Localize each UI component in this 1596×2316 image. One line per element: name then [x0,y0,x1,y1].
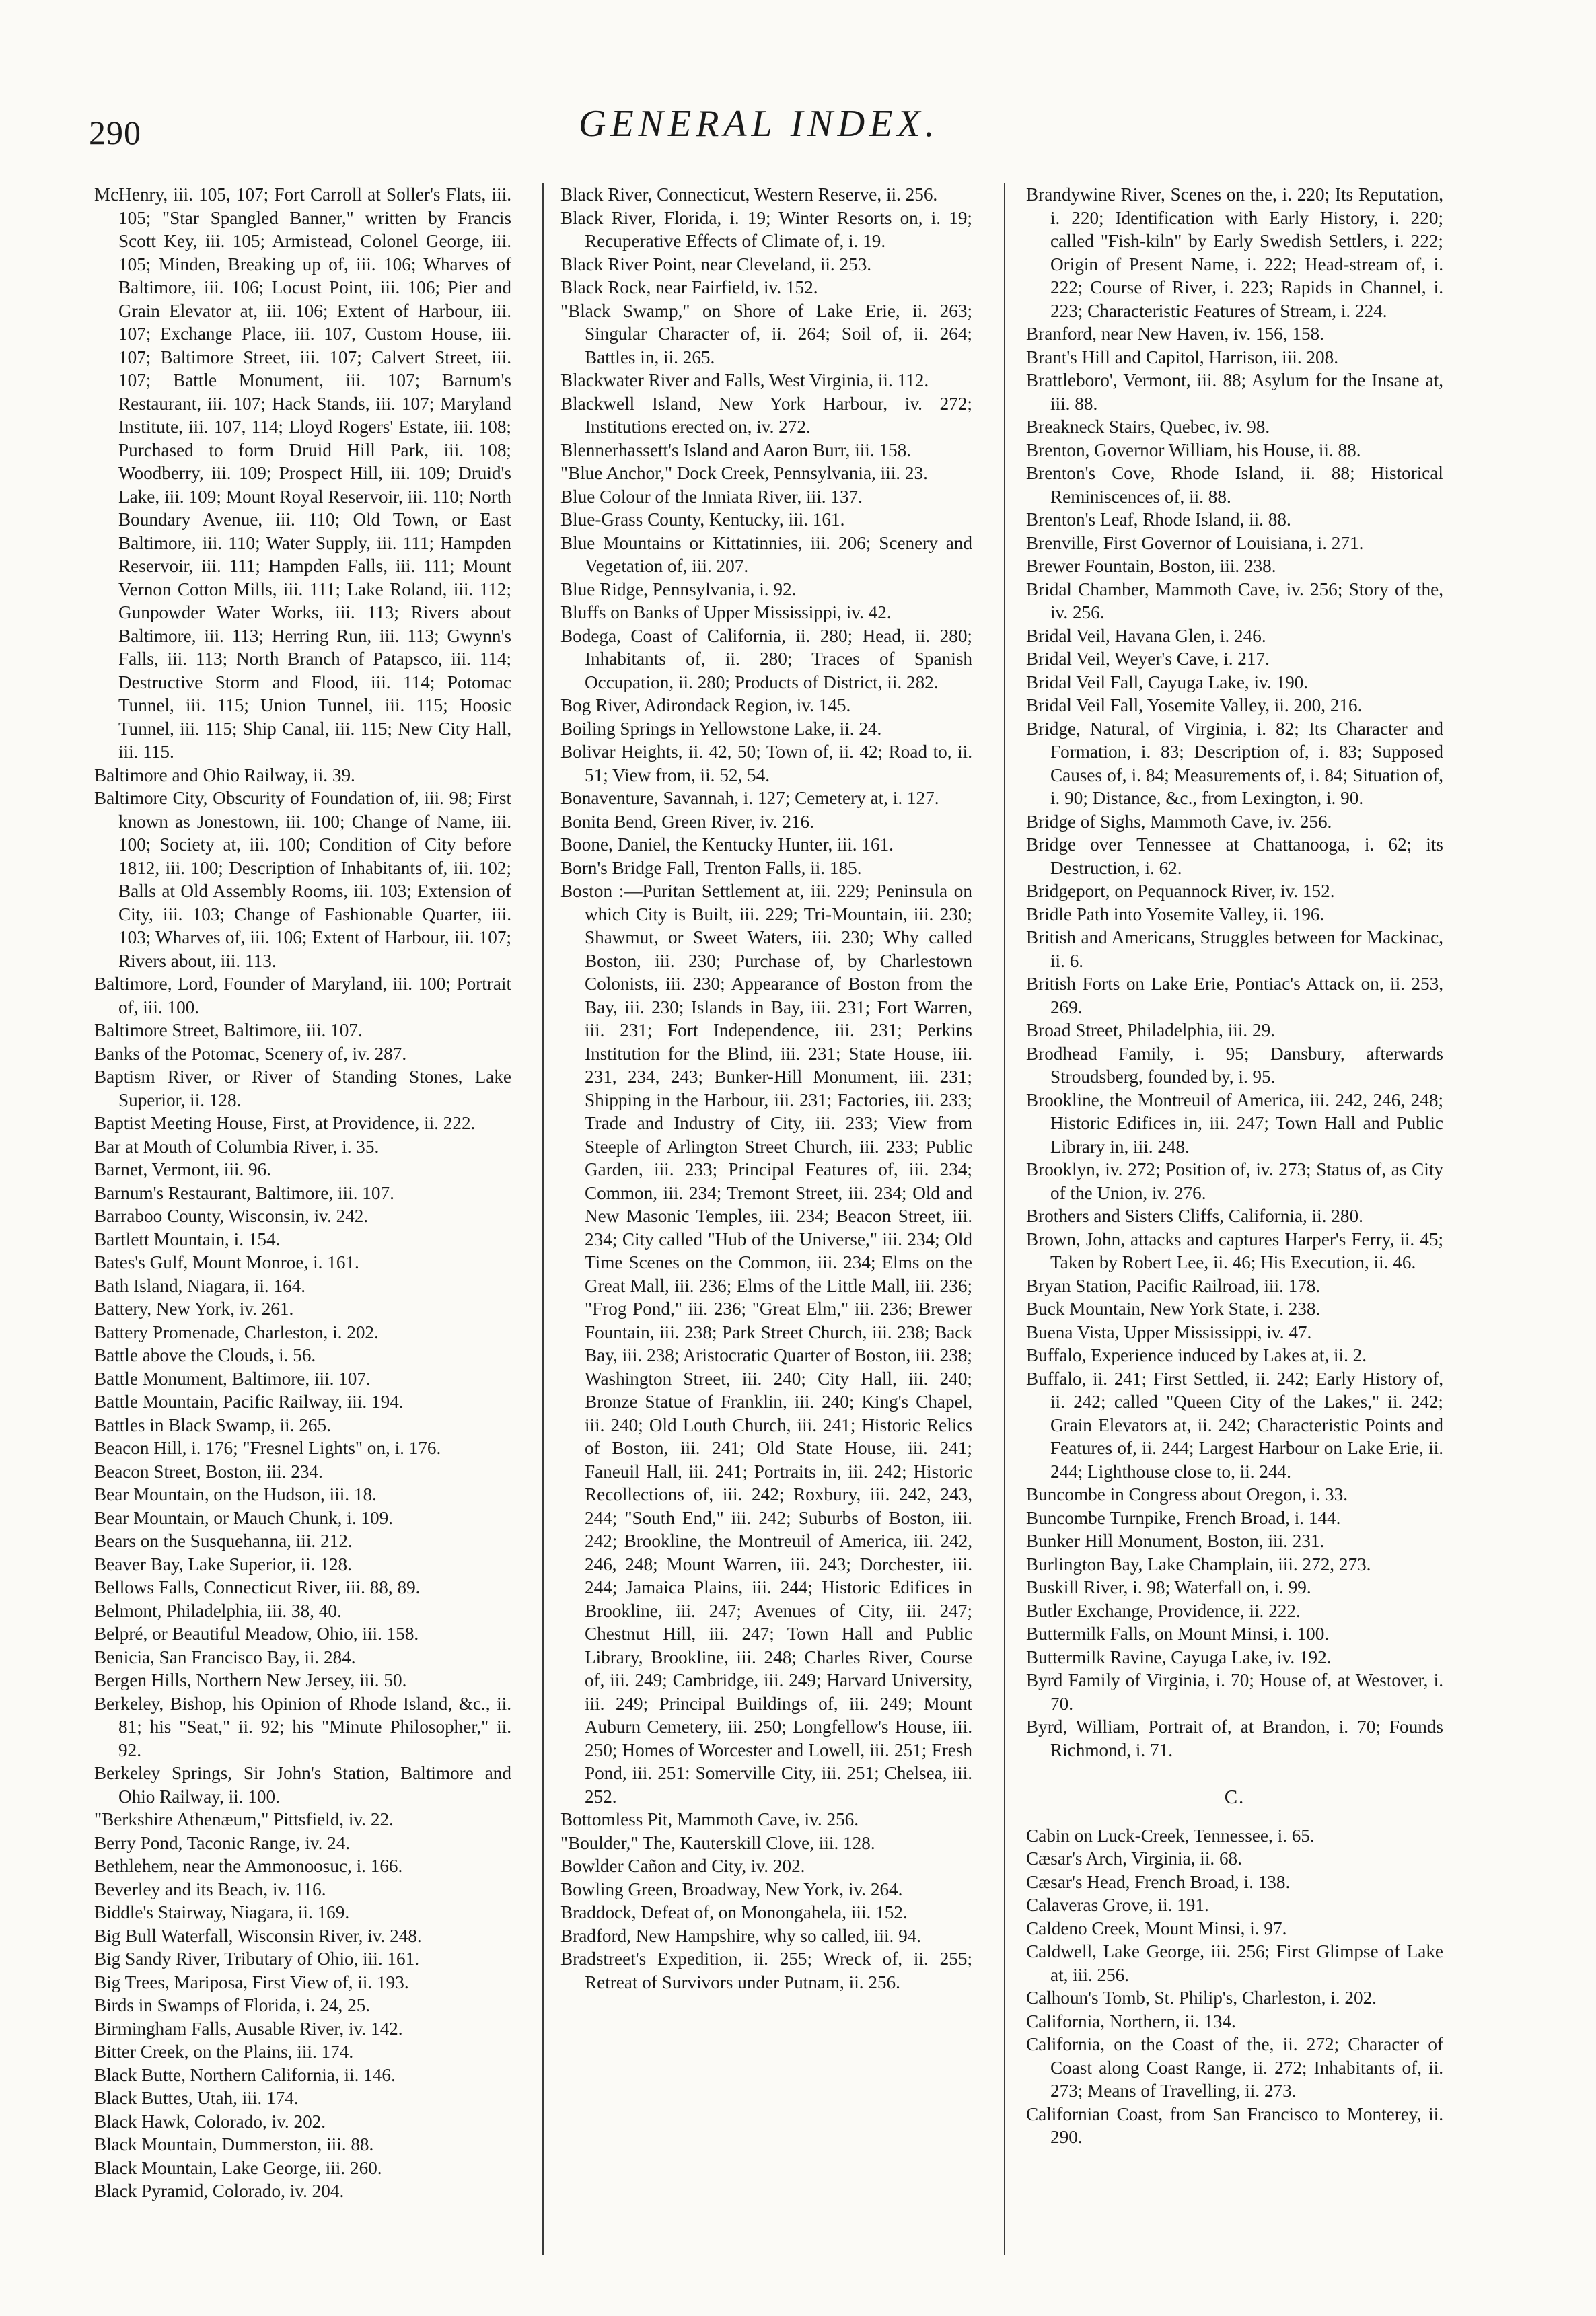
index-entry: Blackwell Island, New York Harbour, iv. 272; Institutions erected on, iv. 272. [560,393,972,437]
index-entry: Brothers and Sisters Cliffs, California, ii. 280. [1026,1206,1363,1226]
index-entry: Bridle Path into Yosemite Valley, ii. 196. [1026,904,1325,925]
index-entry: Black Pyramid, Colorado, iv. 204. [94,2181,344,2201]
index-entry: Beacon Hill, i. 176; "Fresnel Lights" on, i. 176. [94,1438,441,1458]
index-entry: Big Bull Waterfall, Wisconsin River, iv. 248. [94,1925,422,1946]
index-entry: Black River Point, near Cleveland, ii. 253. [560,254,872,275]
index-entry: Black River, Florida, i. 19; Winter Resorts on, i. 19; Recuperative Effects of Climate of, i. 19. [560,207,972,251]
index-entry: Brenton's Cove, Rhode Island, ii. 88; Historical Reminiscences of, ii. 88. [1026,463,1443,507]
index-entry: Brenville, First Governor of Louisiana, i. 271. [1026,532,1364,553]
index-entry: Bodega, Coast of California, ii. 280; Head, ii. 280; Inhabitants of, ii. 280; Traces of Spanish Occupation, ii. 280; Products of District, ii. 282. [560,625,972,692]
index-entry: Bridge of Sighs, Mammoth Cave, iv. 256. [1026,811,1332,832]
index-entry: Buttermilk Falls, on Mount Minsi, i. 100. [1026,1624,1330,1644]
index-entry: Bryan Station, Pacific Railroad, iii. 178. [1026,1275,1321,1296]
index-entry: Brenton, Governor William, his House, ii. 88. [1026,439,1361,460]
index-entry: Broad Street, Philadelphia, iii. 29. [1026,1020,1275,1040]
index-entry: Bridal Veil Fall, Yosemite Valley, ii. 200, 216. [1026,695,1363,715]
index-entry: Cæsar's Arch, Virginia, ii. 68. [1026,1848,1242,1869]
index-column-2 [560,183,972,1994]
index-entry: Branford, near New Haven, iv. 156, 158. [1026,324,1324,344]
index-entry: Blennerhassett's Island and Aaron Burr, iii. 158. [560,439,912,460]
index-entry: Burlington Bay, Lake Champlain, iii. 272, 273. [1026,1554,1371,1575]
index-entry: Black Hawk, Colorado, iv. 202. [94,2111,326,2132]
index-entry: Bradford, New Hampshire, why so called, iii. 94. [560,1925,922,1946]
index-entry: Brown, John, attacks and captures Harper's Ferry, ii. 45; Taken by Robert Lee, ii. 46; His Execution, ii. 46. [1026,1229,1443,1272]
index-entry: Bluffs on Banks of Upper Mississippi, iv. 42. [560,602,892,622]
index-entry: Baptist Meeting House, First, at Providence, ii. 222. [94,1113,476,1133]
index-entry: Calaveras Grove, ii. 191. [1026,1895,1209,1915]
index-entry: Baltimore and Ohio Railway, ii. 39. [94,764,355,785]
index-entry: Brodhead Family, i. 95; Dansbury, afterwards Stroudsberg, founded by, i. 95. [1026,1043,1443,1087]
index-entry: Baltimore Street, Baltimore, iii. 107. [94,1020,363,1040]
index-entry: Bitter Creek, on the Plains, iii. 174. [94,2041,354,2062]
index-entry: Braddock, Defeat of, on Monongahela, iii. 152. [560,1902,908,1922]
index-entry: Birmingham Falls, Ausable River, iv. 142. [94,2018,403,2039]
column-divider [542,183,544,2255]
index-entry: Black Rock, near Fairfield, iv. 152. [560,277,818,297]
index-entry: Buffalo, ii. 241; First Settled, ii. 242; Early History of, ii. 242; called "Queen City of the Lakes," ii. 242; Grain Elevators at, ii. 242; Characteristic Points and Features of, ii. 244; Largest Harbour on Lake Erie, ii. 244; Lighthouse close to, ii. 244. [1026,1368,1443,1482]
index-entry: Bridgeport, on Pequannock River, iv. 152. [1026,881,1335,901]
index-entry: Bridge over Tennessee at Chattanooga, i. 62; its Destruction, i. 62. [1026,834,1443,878]
index-entry: Bog River, Adirondack Region, iv. 145. [560,695,851,715]
index-entry: Buncombe Turnpike, French Broad, i. 144. [1026,1507,1341,1528]
index-entry: Bowlder Cañon and City, iv. 202. [560,1856,805,1876]
index-entry: Bear Mountain, on the Hudson, iii. 18. [94,1484,377,1505]
index-entry: Barnum's Restaurant, Baltimore, iii. 107. [94,1182,394,1203]
index-entry: Buskill River, i. 98; Waterfall on, i. 99. [1026,1577,1311,1597]
index-entry: Berkeley Springs, Sir John's Station, Baltimore and Ohio Railway, ii. 100. [94,1763,511,1807]
index-entry: Berkeley, Bishop, his Opinion of Rhode Island, &c., ii. 81; his "Seat," ii. 92; his "Minute Philosopher," ii. 92. [94,1693,511,1760]
index-entry: Bath Island, Niagara, ii. 164. [94,1275,306,1296]
index-entry: Big Trees, Mariposa, First View of, ii. 193. [94,1971,409,1992]
index-column-1 [94,183,511,2203]
index-entry: California, Northern, ii. 134. [1026,2011,1236,2031]
index-entry: Californian Coast, from San Francisco to Monterey, ii. 290. [1026,2103,1443,2147]
index-entry: Buncombe in Congress about Oregon, i. 33. [1026,1484,1348,1505]
index-entry: Black Butte, Northern California, ii. 146. [94,2064,396,2085]
index-entry: California, on the Coast of the, ii. 272; Character of Coast along Coast Range, ii. 272; Inhabitants of, ii. 273; Means of Travelling, ii. 273. [1026,2034,1443,2101]
index-entry: "Boulder," The, Kauterskill Clove, iii. 128. [560,1832,875,1853]
index-entry: Bonita Bend, Green River, iv. 216. [560,811,814,832]
page-number: 290 [89,114,141,151]
index-entry: Byrd Family of Virginia, i. 70; House of, at Westover, i. 70. [1026,1670,1443,1714]
index-entry: Buttermilk Ravine, Cayuga Lake, iv. 192. [1026,1646,1332,1667]
index-entry: Breakneck Stairs, Quebec, iv. 98. [1026,417,1270,437]
index-entry: Battle Monument, Baltimore, iii. 107. [94,1368,371,1389]
index-entry: Bunker Hill Monument, Boston, iii. 231. [1026,1531,1325,1551]
index-entry: Beaver Bay, Lake Superior, ii. 128. [94,1554,352,1575]
index-entry: Blue Mountains or Kittatinnies, iii. 206; Scenery and Vegetation of, iii. 207. [560,532,972,576]
index-entry: Bar at Mouth of Columbia River, i. 35. [94,1136,379,1157]
index-entry: British and Americans, Struggles between for Mackinac, ii. 6. [1026,927,1443,971]
index-entry: Biddle's Stairway, Niagara, ii. 169. [94,1902,350,1922]
index-entry: Battle above the Clouds, i. 56. [94,1345,316,1365]
index-entry: Buffalo, Experience induced by Lakes at, ii. 2. [1026,1345,1367,1365]
index-entry: Brookline, the Montreuil of America, iii. 242, 246, 248; Historic Edifices in, iii. 247; Town Hall and Public Library in, iii. 248. [1026,1089,1443,1157]
index-entry: Battles in Black Swamp, ii. 265. [94,1414,331,1435]
index-entry: Boston :—Puritan Settlement at, iii. 229; Peninsula on which City is Built, iii. 229; Tri-Mountain, iii. 230; Shawmut, or Sweet Waters, iii. 230; Why called Boston, iii. 230; Purchase of, by Charlestown Colonists, iii. 230; Appearance of Boston from the Bay, iii. 230; Islands in Bay, iii. 231; Fort Warren, iii. 231; Fort Independence, iii. 231; Perkins Institution for the Blind, iii. 231; State House, iii. 231, 234, 243; Bunker-Hill Monument, iii. 231; Shipping in the Harbour, iii. 231; Factories, iii. 233; Trade and Industry of City, iii. 233; View from Steeple of Arlington Street Church, iii. 233; Public Garden, iii. 233; Principal Features of, iii. 234; Common, iii. 234; Tremont Street, iii. 234; Old and New Masonic Temples, iii. 234; Beacon Street, iii. 234; City called "Hub of the Universe," iii. 234; Old Time Scenes on the Common, iii. 234; Elms on the Great Mall, iii. 236; Elms of the Little Mall, iii. 236; "Frog Pond," iii. 236; "Great Elm," iii. 236; Brewer Fountain, iii. 238; Park Street Church, iii. 238; Back Bay, iii. 238; Aristocratic Quarter of Boston, iii. 238; Washington Street, iii. 240; City Hall, iii. 240; Bronze Statue of Franklin, iii. 240; King's Chapel, iii. 240; Old Louth Church, iii. 241; Historic Relics of Boston, iii. 241; Old State House, iii. 241; Faneuil Hall, iii. 241; Portraits in, iii. 242; Historic Recollections of, iii. 242; Roxbury, iii. 242, 243, 244; "South End," iii. 242; Suburbs of Boston, iii. 242; Brookline, the Montreuil of America, iii. 242, 246, 248; Mount Warren, iii. 243; Dorchester, iii. 244; Jamaica Plains, iii. 244; Historic Edifices in Brookline, iii. 247; Avenues of City, iii. 247; Chestnut Hill, iii. 247; Town Hall and Public Library, Brookline, iii. 248; Charles River, Course of, iii. 249; Cambridge, iii. 249; Harvard University, iii. 249; Principal Buildings of, iii. 249; Mount Auburn Cemetery, iii. 250; Longfellow's House, iii. 250; Homes of Worcester and Lowell, iii. 251; Fresh Pond, iii. 251: Somerville City, iii. 251; Chelsea, iii. 252. [560,881,972,1807]
index-entry: Belpré, or Beautiful Meadow, Ohio, iii. 158. [94,1624,419,1644]
index-entry: Baltimore, Lord, Founder of Maryland, iii. 100; Portrait of, iii. 100. [94,974,511,1017]
index-entry: Bergen Hills, Northern New Jersey, iii. 50. [94,1670,407,1690]
index-entry: Black Mountain, Dummerston, iii. 88. [94,2134,374,2155]
index-entry: Buena Vista, Upper Mississippi, iv. 47. [1026,1322,1312,1342]
page-title: GENERAL INDEX. [579,103,939,145]
index-entry: Baltimore City, Obscurity of Foundation of, iii. 98; First known as Jonestown, iii. 100; Change of Name, iii. 100; Society at, iii. 100; Condition of City before 1812, iii. 100; Description of Inhabitants of, iii. 102; Balls at Old Assembly Rooms, iii. 103; Extension of City, iii. 103; Change of Fashionable Quarter, iii. 103; Wharves of, iii. 106; Extent of Harbour, iii. 107; Rivers about, iii. 113. [94,788,511,971]
index-entry: Blue Ridge, Pennsylvania, i. 92. [560,579,797,600]
index-entry: Bottomless Pit, Mammoth Cave, iv. 256. [560,1809,859,1830]
index-entry: Brewer Fountain, Boston, iii. 238. [1026,556,1276,576]
index-entry: Brattleboro', Vermont, iii. 88; Asylum for the Insane at, iii. 88. [1026,370,1443,414]
index-entry: Barraboo County, Wisconsin, iv. 242. [94,1206,369,1226]
index-entry: Benicia, San Francisco Bay, ii. 284. [94,1646,356,1667]
index-entry: Byrd, William, Portrait of, at Brandon, i. 70; Founds Richmond, i. 71. [1026,1716,1443,1760]
index-entry: Bellows Falls, Connecticut River, iii. 88, 89. [94,1577,421,1597]
index-entry: Battle Mountain, Pacific Railway, iii. 194. [94,1391,404,1412]
index-entry: Brant's Hill and Capitol, Harrison, iii. 208. [1026,347,1339,367]
index-entry: Cabin on Luck-Creek, Tennessee, i. 65. [1026,1825,1315,1846]
index-entry: Bears on the Susquehanna, iii. 212. [94,1531,353,1551]
index-entry: Berry Pond, Taconic Range, iv. 24. [94,1832,351,1853]
index-entry: Boone, Daniel, the Kentucky Hunter, iii. 161. [560,834,894,855]
index-entry: Beverley and its Beach, iv. 116. [94,1879,326,1899]
index-column-3 [1026,183,1443,2149]
index-entry: Born's Bridge Fall, Trenton Falls, ii. 185. [560,857,862,878]
index-entry: Buck Mountain, New York State, i. 238. [1026,1299,1321,1319]
index-entry: Blue Colour of the Inniata River, iii. 137. [560,486,863,507]
index-entry: Battery, New York, iv. 261. [94,1299,294,1319]
index-entry: Butler Exchange, Providence, ii. 222. [1026,1600,1301,1621]
index-entry: Bear Mountain, or Mauch Chunk, i. 109. [94,1507,394,1528]
index-entry: Bridal Chamber, Mammoth Cave, iv. 256; Story of the, iv. 256. [1026,579,1443,622]
index-entry: Beacon Street, Boston, iii. 234. [94,1461,323,1482]
index-entry: Calhoun's Tomb, St. Philip's, Charleston, i. 202. [1026,1988,1377,2008]
index-entry: "Blue Anchor," Dock Creek, Pennsylvania, iii. 23. [560,463,928,483]
index-entry: McHenry, iii. 105, 107; Fort Carroll at Soller's Flats, iii. 105; "Star Spangled Banner," written by Francis Scott Key, iii. 105; Armistead, Colonel George, iii. 105; Minden, Breaking up of, iii. 106; Wharves of Baltimore, iii. 106; Locust Point, iii. 106; Pier and Grain Elevator at, iii. 106; Extent of Harbour, iii. 107; Exchange Place, iii. 107, Custom House, iii. 107; Baltimore Street, iii. 107; Calvert Street, iii. 107; Battle Monument, iii. 107; Barnum's Restaurant, iii. 107; Hack Stands, iii. 107; Maryland Institute, iii. 107, 114; Lloyd Rogers' Estate, iii. 108; Purchased to form Druid Hill Park, iii. 108; Woodberry, iii. 109; Prospect Hill, iii. 109; Druid's Lake, iii. 109; Mount Royal Reservoir, iii. 110; North Boundary Avenue, iii. 110; Old Town, or East Baltimore, iii. 110; Water Supply, iii. 111; Hampden Reservoir, iii. 111; Hampden Falls, iii. 111; Mount Vernon Cotton Mills, iii. 111; Lake Roland, iii. 112; Gunpowder Water Works, iii. 113; Rivers about Baltimore, iii. 113; Herring Run, iii. 113; Gwynn's Falls, iii. 113; North Branch of Patapsco, iii. 114; Destructive Storm and Flood, iii. 114; Potomac Tunnel, iii. 115; Union Tunnel, iii. 115; Hoosic Tunnel, iii. 115; Ship Canal, iii. 115; New City Hall, iii. 115. [94,184,511,762]
index-entry: Bates's Gulf, Mount Monroe, i. 161. [94,1252,359,1272]
index-entry: Bethlehem, near the Ammonoosuc, i. 166. [94,1856,403,1876]
section-letter: C. [1224,1786,1245,1808]
index-entry: Baptism River, or River of Standing Stones, Lake Superior, ii. 128. [94,1066,511,1110]
index-entry: Caldeno Creek, Mount Minsi, i. 97. [1026,1918,1287,1939]
index-entry: Black Mountain, Lake George, iii. 260. [94,2157,382,2178]
index-entry: Blue-Grass County, Kentucky, iii. 161. [560,509,845,530]
index-entry: Birds in Swamps of Florida, i. 24, 25. [94,1995,371,2015]
index-entry: Brenton's Leaf, Rhode Island, ii. 88. [1026,509,1291,530]
index-entry: Cæsar's Head, French Broad, i. 138. [1026,1871,1291,1892]
index-entry: Black Buttes, Utah, iii. 174. [94,2088,299,2108]
index-entry: Bridge, Natural, of Virginia, i. 82; Its Character and Formation, i. 83; Description of, i. 83; Supposed Causes of, i. 84; Measurements of, i. 84; Situation of, i. 90; Distance, &c., from Lexington, i. 90. [1026,718,1443,808]
index-entry: Battery Promenade, Charleston, i. 202. [94,1322,379,1342]
index-entry: Brandywine River, Scenes on the, i. 220; Its Reputation, i. 220; Identification with Early History, i. 220; called "Fish-kiln" by Early Swedish Settlers, i. 222; Origin of Present Name, i. 222; Head-stream of, i. 222; Course of River, i. 223; Rapids in Channel, i. 223; Characteristic Features of Stream, i. 224. [1026,184,1443,321]
index-entry: Bonaventure, Savannah, i. 127; Cemetery at, i. 127. [560,788,939,808]
index-entry: Bridal Veil Fall, Cayuga Lake, iv. 190. [1026,672,1309,692]
index-entry: Bolivar Heights, ii. 42, 50; Town of, ii. 42; Road to, ii. 51; View from, ii. 52, 54. [560,741,972,785]
index-entry: Blackwater River and Falls, West Virginia, ii. 112. [560,370,929,390]
index-entry: British Forts on Lake Erie, Pontiac's Attack on, ii. 253, 269. [1026,974,1443,1017]
index-entry: Bowling Green, Broadway, New York, iv. 264. [560,1879,903,1899]
index-entry: Banks of the Potomac, Scenery of, iv. 287. [94,1043,407,1064]
index-entry: Caldwell, Lake George, iii. 256; First Glimpse of Lake at, iii. 256. [1026,1941,1443,1985]
index-entry: Brooklyn, iv. 272; Position of, iv. 273; Status of, as City of the Union, iv. 276. [1026,1159,1443,1203]
index-entry: Barnet, Vermont, iii. 96. [94,1159,272,1180]
index-entry: "Berkshire Athenæum," Pittsfield, iv. 22. [94,1809,394,1830]
index-entry: Big Sandy River, Tributary of Ohio, iii. 161. [94,1949,420,1969]
index-entry: Bartlett Mountain, i. 154. [94,1229,281,1250]
index-entry: Bradstreet's Expedition, ii. 255; Wreck of, ii. 255; Retreat of Survivors under Putnam, ii. 256. [560,1949,972,1992]
column-divider [1004,183,1005,2255]
index-entry: Black River, Connecticut, Western Reserve, ii. 256. [560,184,938,205]
index-entry: Bridal Veil, Havana Glen, i. 246. [1026,625,1266,646]
index-entry: "Black Swamp," on Shore of Lake Erie, ii. 263; Singular Character of, ii. 264; Soil of, ii. 264; Battles in, ii. 265. [560,300,972,367]
index-entry: Boiling Springs in Yellowstone Lake, ii. 24. [560,718,882,739]
index-entry: Bridal Veil, Weyer's Cave, i. 217. [1026,649,1270,669]
index-entry: Belmont, Philadelphia, iii. 38, 40. [94,1600,342,1621]
